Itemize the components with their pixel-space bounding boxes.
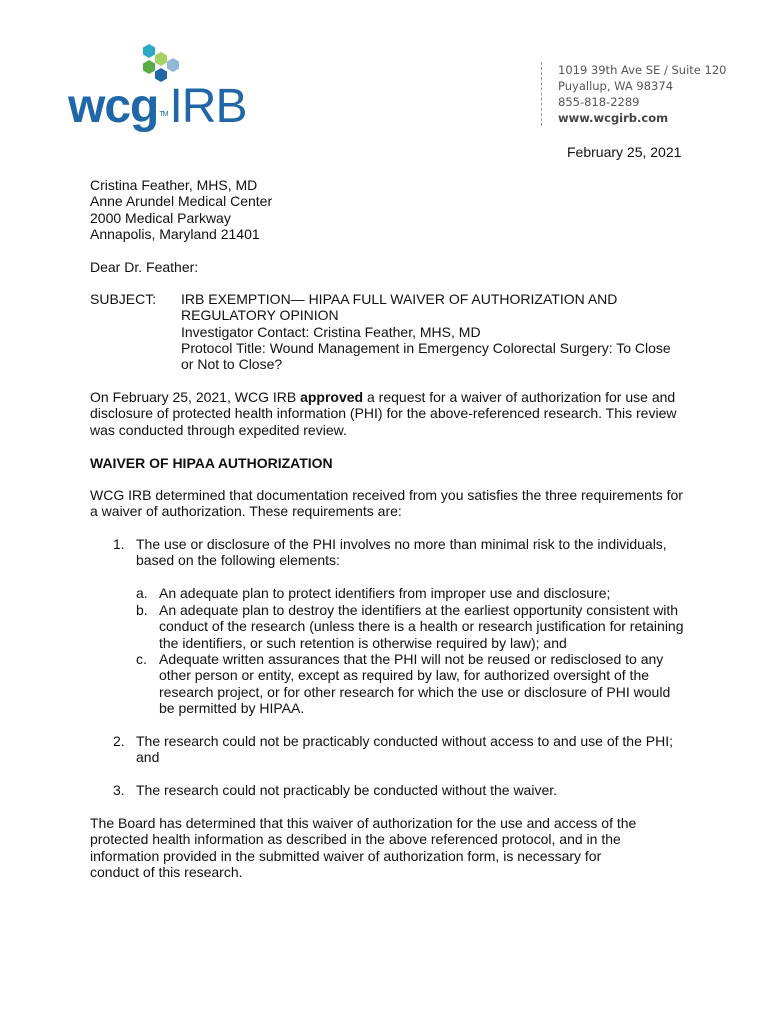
requirement-text: The research could not be practicably conducted without access to and use of the PHI; and [136, 733, 673, 766]
investigator-contact: Investigator Contact: Cristina Feather, MHS, MD [181, 323, 481, 340]
salutation: Dear Dr. Feather: [90, 259, 199, 275]
address-line: 1019 39th Ave SE / Suite 120 [558, 63, 727, 77]
element-text: Adequate written assurances that the PHI will not be reused or redisclosed to any other person or entity, except as required by law, for authorized oversight of the research project, or for other research for which the use or disclosure of PHI would be permitted by HIPAA. [159, 651, 671, 716]
approval-paragraph: On February 25, 2021, WCG IRB approved a request for a waiver of authorization for use and disclosure of protected health information (PHI) for the above-referenced research. This review was conducted through expedited review. [90, 389, 677, 438]
approved-status: approved [300, 389, 364, 405]
element-letter: b. [136, 602, 148, 618]
element-text: An adequate plan to destroy the identifiers at the earliest opportunity consistent with conduct of the research (unless there is a health or research justification for retaining the identifiers, or such retention is otherwise required by law); and [159, 602, 684, 651]
logo-wordmark: wcg™IRB [68, 80, 247, 133]
requirement-number: 1. [113, 536, 125, 552]
requirement-number: 3. [113, 782, 125, 798]
address-line: Puyallup, WA 98374 [558, 79, 674, 93]
protocol-title-cont: or Not to Close? [181, 356, 283, 373]
addressee-line: Annapolis, Maryland 21401 [90, 225, 260, 242]
addressee-line: Cristina Feather, MHS, MD [90, 177, 258, 193]
requirements-intro: WCG IRB determined that documentation received from you satisfies the three requirements for a waiver of authorization. These requirements are: [90, 487, 683, 520]
letterhead-address [541, 62, 726, 126]
requirement-text: The use or disclosure of the PHI involves no more than minimal risk to the individuals, based on the following elements: [136, 536, 667, 569]
requirement-text: The research could not practicably be conducted without the waiver. [136, 782, 558, 798]
addressee-block [90, 177, 272, 242]
subject-block [181, 291, 686, 372]
element-text: An adequate plan to protect identifiers from improper use and disclosure; [159, 585, 611, 601]
letter-date: February 25, 2021 [567, 144, 682, 160]
phone-number: 855-818-2289 [558, 95, 640, 109]
website-link[interactable]: www.wcgirb.com [558, 111, 669, 125]
subject-label: SUBJECT: [90, 291, 157, 307]
subject-line: IRB EXEMPTION— HIPAA FULL WAIVER OF AUTHORIZATION AND [181, 291, 618, 307]
addressee-line: Anne Arundel Medical Center [90, 193, 273, 210]
protocol-title: Protocol Title: Wound Management in Emergency Colorectal Surgery: To Close [181, 339, 671, 356]
addressee-line: 2000 Medical Parkway [90, 209, 231, 226]
element-letter: a. [136, 585, 148, 601]
wcg-irb-logo [68, 44, 248, 136]
board-determination-paragraph: The Board has determined that this waiver of authorization for the use and access of the protected health information as described in the above referenced protocol, and in the information provided in the submitted waiver of authorization form, is necessary for conduct of this research. [90, 815, 637, 880]
requirement-number: 2. [113, 733, 125, 749]
element-letter: c. [136, 651, 147, 667]
subject-line: REGULATORY OPINION [181, 307, 339, 324]
section-heading: WAIVER OF HIPAA AUTHORIZATION [90, 455, 333, 471]
